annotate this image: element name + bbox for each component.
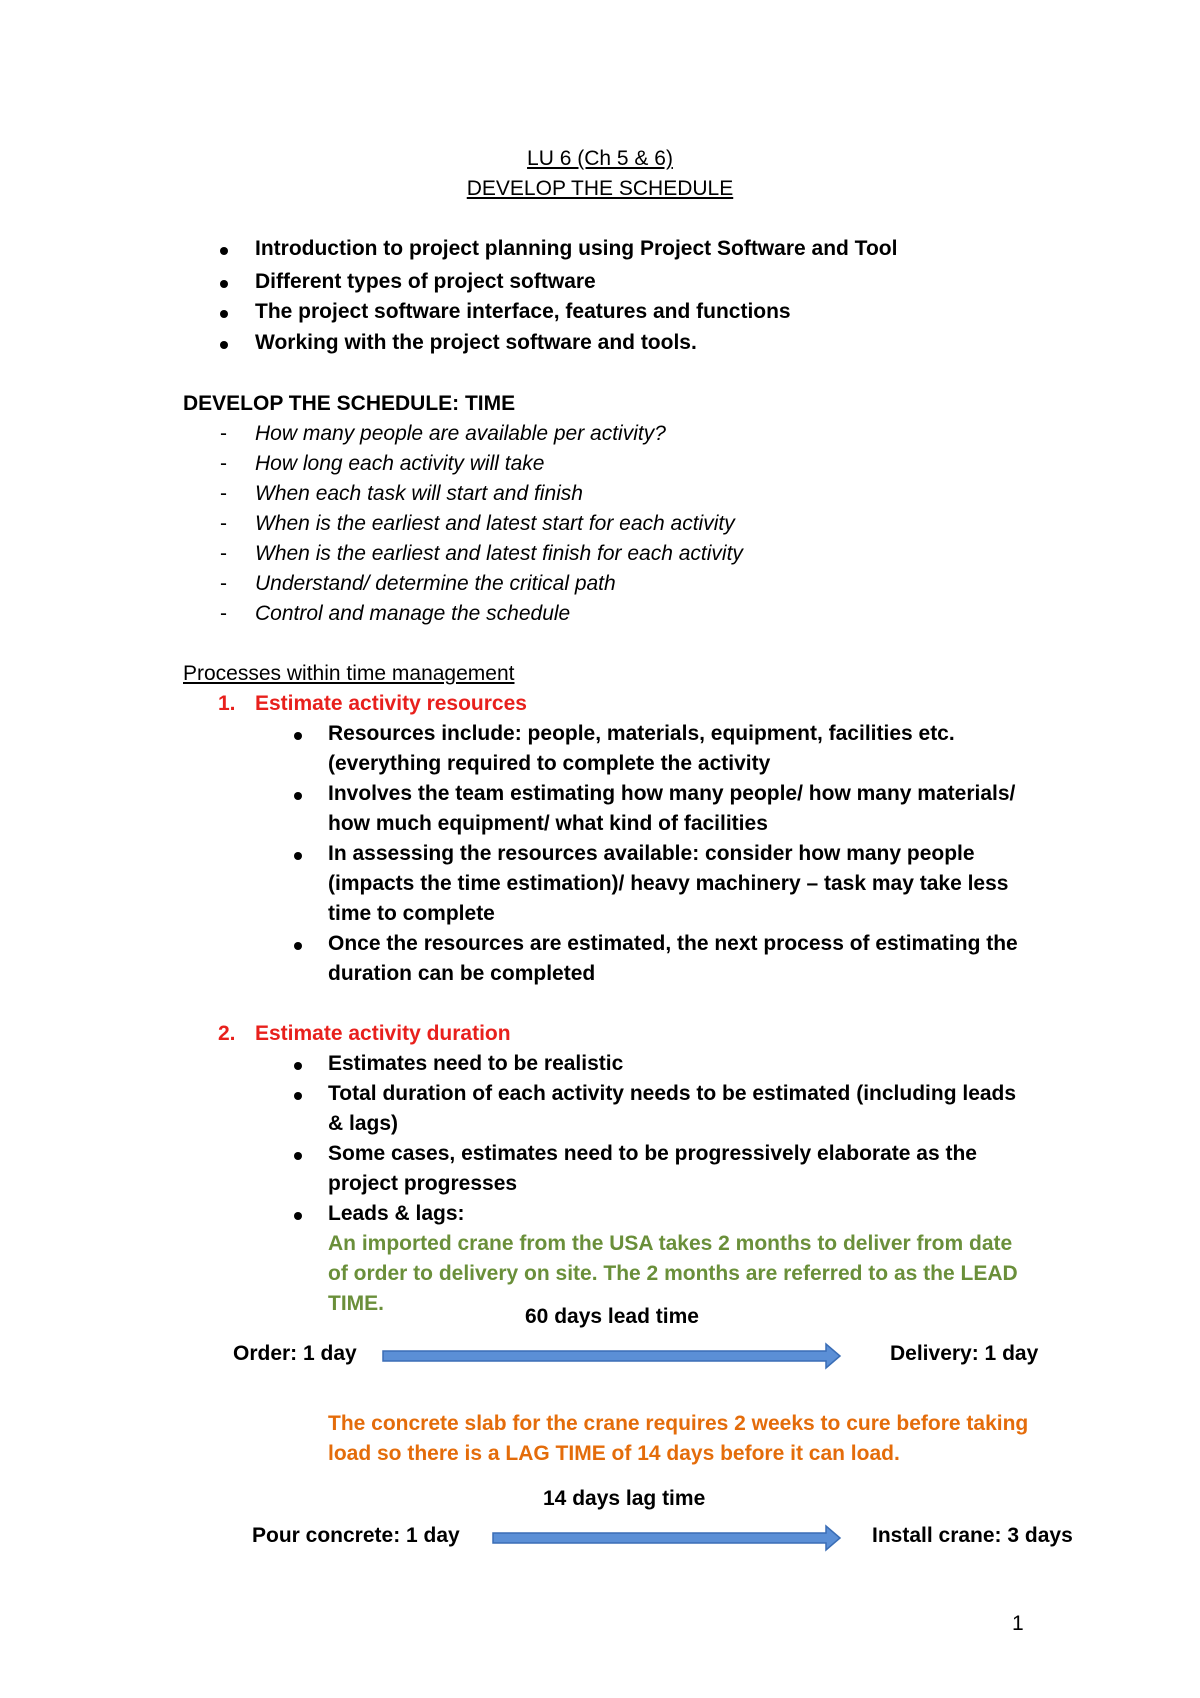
bullet-icon <box>294 1152 302 1160</box>
bullet-icon <box>294 1062 302 1070</box>
intro-bullet-3: The project software interface, features and functions <box>255 300 791 323</box>
process-1-line-6: (impacts the time estimation)/ heavy machinery – task may take less <box>328 872 1009 895</box>
lag-example-line-1: The concrete slab for the crane requires 2 weeks to cure before taking <box>328 1412 1029 1435</box>
time-section-heading: DEVELOP THE SCHEDULE: TIME <box>183 392 516 415</box>
lag-start-label: Pour concrete: 1 day <box>252 1524 460 1547</box>
dash-marker: - <box>220 512 227 535</box>
process-1-line-3: Involves the team estimating how many people/ how many materials/ <box>328 782 1016 805</box>
bullet-icon <box>294 732 302 740</box>
process-1-line-8: Once the resources are estimated, the next process of estimating the <box>328 932 1018 955</box>
lead-arrow-icon <box>382 1341 842 1371</box>
bullet-icon <box>220 280 228 288</box>
lag-end-label: Install crane: 3 days <box>872 1524 1073 1547</box>
process-2-line-5: project progresses <box>328 1172 518 1195</box>
bullet-icon <box>220 341 228 349</box>
bullet-icon <box>294 852 302 860</box>
lead-start-label: Order: 1 day <box>233 1342 357 1365</box>
process-1-number: 1. <box>218 692 236 715</box>
lead-example-line-3: TIME. <box>328 1292 384 1315</box>
time-item-5: When is the earliest and latest finish for each activity <box>255 542 743 565</box>
lag-example-line-2: load so there is a LAG TIME of 14 days before it can load. <box>328 1442 900 1465</box>
process-1-line-9: duration can be completed <box>328 962 596 985</box>
page-number: 1 <box>1012 1612 1024 1635</box>
time-item-6: Understand/ determine the critical path <box>255 572 616 595</box>
lead-example-line-1: An imported crane from the USA takes 2 months to deliver from date <box>328 1232 1013 1255</box>
bullet-icon <box>294 1212 302 1220</box>
process-2-line-4: Some cases, estimates need to be progressively elaborate as the <box>328 1142 977 1165</box>
process-1-line-5: In assessing the resources available: consider how many people <box>328 842 975 865</box>
dash-marker: - <box>220 452 227 475</box>
process-2-number: 2. <box>218 1022 236 1045</box>
process-2-title: Estimate activity duration <box>255 1022 511 1045</box>
bullet-icon <box>220 247 228 255</box>
doc-title-line-2: DEVELOP THE SCHEDULE <box>466 177 734 200</box>
process-1-line-4: how much equipment/ what kind of facilities <box>328 812 768 835</box>
lag-time-label: 14 days lag time <box>543 1487 706 1510</box>
process-1-title: Estimate activity resources <box>255 692 527 715</box>
lag-arrow-icon <box>492 1523 842 1553</box>
doc-title-line-1: LU 6 (Ch 5 & 6) <box>527 147 673 170</box>
process-1-line-2: (everything required to complete the activity <box>328 752 771 775</box>
intro-bullet-4: Working with the project software and tools. <box>255 331 697 354</box>
bullet-icon <box>220 310 228 318</box>
process-2-line-1: Estimates need to be realistic <box>328 1052 624 1075</box>
process-1-line-1: Resources include: people, materials, equipment, facilities etc. <box>328 722 955 745</box>
lead-example-line-2: of order to delivery on site. The 2 months are referred to as the LEAD <box>328 1262 1018 1285</box>
lead-time-label: 60 days lead time <box>525 1305 699 1328</box>
time-item-1: How many people are available per activity? <box>255 422 666 445</box>
bullet-icon <box>294 792 302 800</box>
dash-marker: - <box>220 542 227 565</box>
time-item-3: When each task will start and finish <box>255 482 583 505</box>
dash-marker: - <box>220 602 227 625</box>
intro-bullet-2: Different types of project software <box>255 270 596 293</box>
bullet-icon <box>294 1092 302 1100</box>
bullet-icon <box>294 942 302 950</box>
time-item-2: How long each activity will take <box>255 452 545 475</box>
process-2-line-3: & lags) <box>328 1112 399 1135</box>
intro-bullet-1: Introduction to project planning using Project Software and Tool <box>255 237 898 260</box>
process-1-line-7: time to complete <box>328 902 495 925</box>
dash-marker: - <box>220 572 227 595</box>
processes-heading: Processes within time management <box>183 662 515 685</box>
time-item-4: When is the earliest and latest start for each activity <box>255 512 735 535</box>
dash-marker: - <box>220 482 227 505</box>
dash-marker: - <box>220 422 227 445</box>
time-item-7: Control and manage the schedule <box>255 602 571 625</box>
process-2-line-6: Leads & lags: <box>328 1202 465 1225</box>
lead-end-label: Delivery: 1 day <box>890 1342 1039 1365</box>
process-2-line-2: Total duration of each activity needs to be estimated (including leads <box>328 1082 1017 1105</box>
